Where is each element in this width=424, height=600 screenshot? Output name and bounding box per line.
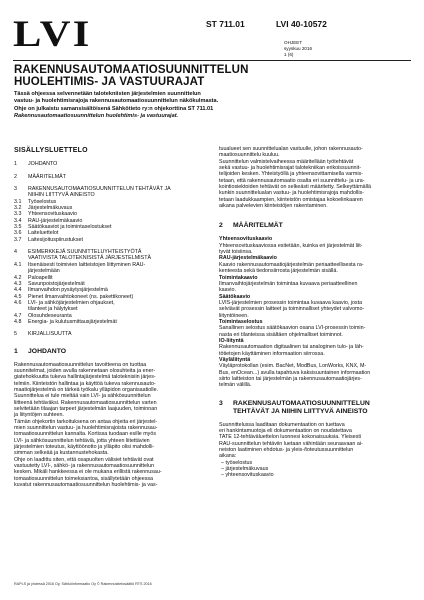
definition-text: Yhteensovituskaaviossa esitetään, kuinka eri järjestelmät liit- <box>219 242 363 249</box>
text-line: TATE 12-tehtäväluettelon luonnesi kokonaisuuksia. Yleisesti <box>219 434 361 441</box>
toc-item <box>14 319 209 325</box>
doc-date: syyskuu 2016 <box>284 46 313 51</box>
section-number: 1 <box>14 347 18 355</box>
lvi-document-code: LVI 40-10572 <box>276 19 327 29</box>
definition-text: Rakennusautomaation digitaalinen tai analoginen tulo- ja läh- <box>219 344 364 351</box>
toc-item-number: 3.4 <box>14 217 22 224</box>
toc-item <box>14 174 209 180</box>
toc-item-label: Laiteluettelot <box>28 230 59 237</box>
st-document-code: ST 711.01 <box>206 19 245 29</box>
definition-text: Väyläprotokollan (esim. BacNet, ModBus, LonWorks, KNX, M- <box>219 363 367 370</box>
toc-item-label: Säätökaaviot ja toimintaselostukset <box>28 224 112 231</box>
definition-text: tyvät toisiinsa. <box>219 249 253 256</box>
text-line: vastuutetty LVI-, sähkö- ja rakennusautomaatiosuunnittelun <box>14 463 155 470</box>
definition-term: Säätökaavio <box>219 293 251 300</box>
toc-item-label: KIRJALLISUUTTA <box>28 331 72 338</box>
section-heading <box>219 222 414 230</box>
toc-item-label: VAATIVISTA TALOTEKNISISTÄ JÄRJESTELMISTÄ <box>28 255 152 262</box>
toc-item-label: Paloapellit <box>28 274 53 281</box>
intro-line: Ohje on julkaistu samansisältöisenä Sähkötieto ry:n ohjekorttina ST 711.01 <box>14 105 214 112</box>
toc-item-number: 1 <box>14 161 17 168</box>
section-title: MÄÄRITELMÄT <box>233 222 283 230</box>
toc-item-number: 3.1 <box>14 198 22 205</box>
bullet-marker: – <box>221 472 226 479</box>
section-title-line: TEHTÄVÄT JA NIIHIN LIITTYVÄ AINEISTO <box>233 407 368 415</box>
text-line: tetaan, että rakennusautomaatio osalta eri suunnittelu- ja ura- <box>219 177 365 184</box>
bullet-marker: – <box>221 459 226 466</box>
definition-term: Väyläliityntä <box>219 356 251 363</box>
section-body <box>14 362 209 489</box>
definition-term: Toimintaselostus <box>219 318 263 325</box>
definition-text: liityntöineen. <box>219 312 249 319</box>
text-line: tomaatiosuunnittelun kannalta. Kortissa tuodaan esille myös <box>14 431 156 438</box>
toc-item <box>14 237 209 243</box>
text-line: giatehokkuutta tukeva hallintajärjestelmä taloteknisiin järjes- <box>14 374 156 381</box>
toc-item-label: järjestelmään <box>28 268 60 275</box>
toc-item-label: Pienet ilmanvaihtokoneet (ns. pakettikoneet) <box>28 293 134 300</box>
definition-text: Kaavio rakennusautomaatiojärjestelmän periaatteellisesta ra- <box>219 261 364 268</box>
text-line: eri hankintamuotoja eli dokumentaation on noudatettava <box>219 428 352 435</box>
definition-term: RAU-järjestelmäkaavio <box>219 255 277 262</box>
left-column <box>14 148 209 488</box>
title-line: RAKENNUSAUTOMAATIOSUUNNITTELUN <box>14 64 249 76</box>
section-title-line: RAKENNUSAUTOMAATIOSUUNNITTELUN <box>233 399 370 407</box>
right-column <box>219 146 414 479</box>
text-line: kuvatut rakennusautomaatiosuunnittelun huolehtimis- ja vas- <box>14 482 158 489</box>
toc-item-number: 3.3 <box>14 211 22 218</box>
toc-item <box>14 331 209 337</box>
bullet-marker: – <box>221 466 226 473</box>
toc-item-label: tilanteet ja hälytykset <box>28 306 78 313</box>
text-line: tomaatiosuunnittelun toimeksiantoa, sisällytetään ohjeessa <box>14 475 154 482</box>
toc-item-label: RAU-järjestelmäkaavio <box>28 217 83 224</box>
toc-item-number: 4.5 <box>14 293 22 300</box>
toc-item-label: RAKENNUSAUTOMAATIOSUUNNITTELUN TEHTÄVÄT JA <box>28 186 171 193</box>
definition-text: LVIS-järjestelmien prosessin toimintaa kuvaava kaavio, josta <box>219 299 363 306</box>
title-line: HUOLEHTIMIS- JA VASTUURAJAT <box>14 76 205 88</box>
footer-copyright: RAPLS ja yhdessä 2016 Oy, Sähköinformaatio Oy © Rakennustietosäätiö RTS 2016 <box>14 582 152 586</box>
definition-term: IO-liityntä <box>219 337 244 344</box>
section-title: JOHDANTO <box>28 347 67 355</box>
text-line: maatiosuunnittelu kuuluu. <box>219 152 280 159</box>
toc-item-label: Savunpoistojärjestelmät <box>28 280 85 287</box>
definition-text: telmän välillä. <box>219 382 252 389</box>
toc-item-number: 4.7 <box>14 312 22 319</box>
text-line: suunnitelmat, joiden avulla rakennetaan olosuhteita ja ener- <box>14 367 156 374</box>
text-line: LVI- ja sähkösuunnittelun tehtäviä, jotta yhteen liitettävien <box>14 437 150 444</box>
toc-item-label: MÄÄRITELMÄT <box>28 173 67 180</box>
text-line: liitteenä tehtäväksi. Rakennusautomaatiosuunnittelun varten <box>14 399 157 406</box>
toc-item-number: 3.6 <box>14 230 22 237</box>
toc-heading: SISÄLLYSLUETTELO <box>14 147 88 154</box>
document-title <box>14 64 248 88</box>
toc-item-label: Energia- ja kulutusmittausjärjestelmät <box>28 318 117 325</box>
toc-item-label: Työselostus <box>28 198 57 205</box>
definition-text: Sanallinen selostus säätökaavion osana LVI-prosessin toimin- <box>219 325 366 332</box>
text-line: maatiojärjestelmä on tärkeä työkalu ylläpidon organisaatiolle. <box>14 386 159 393</box>
text-line: Tämän ohjekortin tarkoituksena on antaa ohjeita eri järjestel- <box>14 418 158 425</box>
toc-item-label: Olosuhdeseuranta <box>28 312 72 319</box>
doc-type: OHJEET <box>284 40 303 45</box>
text-line: RAU-suunnittelun tehtäviin luetaan vähintään seuraavaan ai- <box>219 440 363 447</box>
text-line: Suunnittelussa laaditaan dokumentaation on tuettava <box>219 421 345 428</box>
toc-item-number: 3.7 <box>14 236 22 243</box>
text-line: kesken. Mikäli hankkeessa ei ole mukana erillistä rakennusau- <box>14 469 162 476</box>
text-line: mien suunnittelun vastuu- ja huolehtimisrajoista rakennusau- <box>14 425 158 432</box>
definition-text: siirto laitteiston tai järjestelmän ja rakennusautomaatiojärjes- <box>219 376 362 382</box>
toc-item-label: Yhteensovituskaavio <box>28 211 78 218</box>
toc-item-number: 4.6 <box>14 299 22 306</box>
definition-text: kenteesta sekä tiedonsiirrosta järjestelmän sisällä. <box>219 268 338 275</box>
text-line: selvitetään tilaajan tarpeet järjestelmän laajuuden, toiminnan <box>14 406 158 412</box>
header-divider <box>13 60 411 61</box>
toc-item-number: 3.2 <box>14 205 22 212</box>
section-body <box>219 422 414 479</box>
definition-text: kaavio. <box>219 287 236 294</box>
definition-term: Toimintakaavio <box>219 274 258 281</box>
intro-line: vastuu- ja huolehtimisrajoja rakennusautomaatiosuunnittelun näkökulmasta. <box>14 98 219 105</box>
definition-text: selviävät prosessin laitteet ja toiminnalliset yhteydet valvomo- <box>219 306 365 313</box>
text-line: tuualueet sen suunnittelualan vastuulle, johon rakennusauto- <box>219 146 363 152</box>
intro-line: Tässä ohjeessa selvennetään talotekniisten järjestelmien suunnittelun <box>14 91 201 97</box>
toc-item-label: LVI- ja sähköjärjestelmien ohjaukset, <box>28 299 115 306</box>
toc-item-number: 4 <box>14 249 17 256</box>
text-line: simman selkeää ja kustannustehokasta. <box>14 450 109 457</box>
section-number: 2 <box>219 222 223 230</box>
toc-item-number: 3.5 <box>14 224 22 231</box>
bullet-item <box>219 472 414 478</box>
text-line: kointiosiektoiden tehtävät on selkeästi määritetty. Selkeyttämällä <box>219 184 371 191</box>
text-line: sekä vastuu- ja huolehtimisrajat talotekniikan erikoissuunnit- <box>219 165 361 172</box>
section-number: 3 <box>219 399 223 407</box>
text-line: Rakennusautomaatiosuunnittelun tavoitteena on tuottaa <box>14 361 147 368</box>
text-line: aikana: <box>219 453 237 460</box>
text-line: neiston laatiminen ehdotus- ja yleis-/toteutussuunnittelun <box>219 447 354 454</box>
section-title <box>233 400 370 416</box>
toc-item-label: Järjestelmäkuvaus <box>28 205 73 212</box>
definition-term: Yhteensovituskaavio <box>219 236 273 243</box>
table-of-contents <box>14 161 209 337</box>
text-line: ja liityntöjen suhteen. <box>14 412 64 419</box>
definition-text: Bus, enOcean...) avulla tapahtuva kaksisuuntainen informaation <box>219 369 371 376</box>
lvi-logo: LVI <box>13 14 92 55</box>
toc-item-number: 4.1 <box>14 261 22 268</box>
definition-text: Ilmanvaihtojärjestelmän toimintaa kuvaava periaatteellinen <box>219 280 358 287</box>
text-line: kunkin suunnittelualan vastuu- ja huolehtimisrajoja mahdollis- <box>219 190 364 197</box>
text-line: tetaan laadukkaampien, kiinteistön omistajaa kokoelinkaaren <box>219 196 363 203</box>
bullet-text: järjestelmäkuvaus <box>225 466 269 473</box>
toc-item-label: Laitesijoituspiirustukset <box>28 236 83 243</box>
toc-item-number: 4.3 <box>14 280 22 287</box>
toc-item <box>14 161 209 167</box>
toc-item-label: JOHDANTO <box>28 161 58 168</box>
paragraph <box>219 146 414 209</box>
toc-item-number: 2 <box>14 173 17 180</box>
section-heading <box>219 400 414 416</box>
toc-item-number: 4.4 <box>14 287 22 294</box>
toc-item-number: 4.8 <box>14 318 22 325</box>
toc-item-number: 5 <box>14 331 17 338</box>
section-heading <box>14 348 209 356</box>
page-number: 1 (6) <box>284 52 294 57</box>
bullet-text: yhteensovituskaavio <box>225 472 274 479</box>
toc-item-label: Ilmanvaihdon pysäytysjärjestelmä <box>28 287 108 294</box>
text-line: järjestelmien toteutus, käyttöönotto ja ylläpito olisi mahdolli- <box>14 444 155 451</box>
toc-item-label: ESIMERKKEJÄ SUUNNITTELUYHTEISTYÖTÄ <box>28 249 142 256</box>
definition-text: nasta eri tilanteissa sisältäen ohjelmalliset toiminnot. <box>219 331 343 338</box>
bullet-text: työselostus <box>225 459 253 466</box>
text-line: Suunnittelua ei tule mieltää vain LVI- ja sähkösuunnittelun <box>14 393 151 400</box>
intro-line: Rakennusautomaatiosuunnittelun huolehtimis- ja vastuurajat. <box>14 112 179 119</box>
text-line: telijoiden kesken. Yhteistyöllä ja yhteensovittamisella varmis- <box>219 171 363 178</box>
toc-item-number: 3 <box>14 186 17 193</box>
definition-text: tötietojen käyttäminen informaation siirrossa. <box>219 350 325 357</box>
text-line: telmiin. Kiinteistön hallintaa ja käyttöä tukeva rakennusauto- <box>14 380 156 387</box>
toc-item-label: NIIHIN LIITTYVÄ AINEISTO <box>28 192 95 199</box>
definitions-list <box>219 236 414 388</box>
text-line: aikana palvelevien kiinteistöjen rakentaminen. <box>219 203 328 210</box>
text-line: Suunnittelun valmistelvaiheessa määritellään työtehtävät <box>219 158 354 165</box>
intro-paragraph <box>14 91 404 120</box>
toc-item-label: Itsenäisesti toimivien laitteistojen liittyminen RAU- <box>28 261 146 268</box>
toc-item-number: 4.2 <box>14 274 22 281</box>
text-line: Ohje on laadittu siten, että osapuolten välisiet tehtävät ovat <box>14 456 154 463</box>
